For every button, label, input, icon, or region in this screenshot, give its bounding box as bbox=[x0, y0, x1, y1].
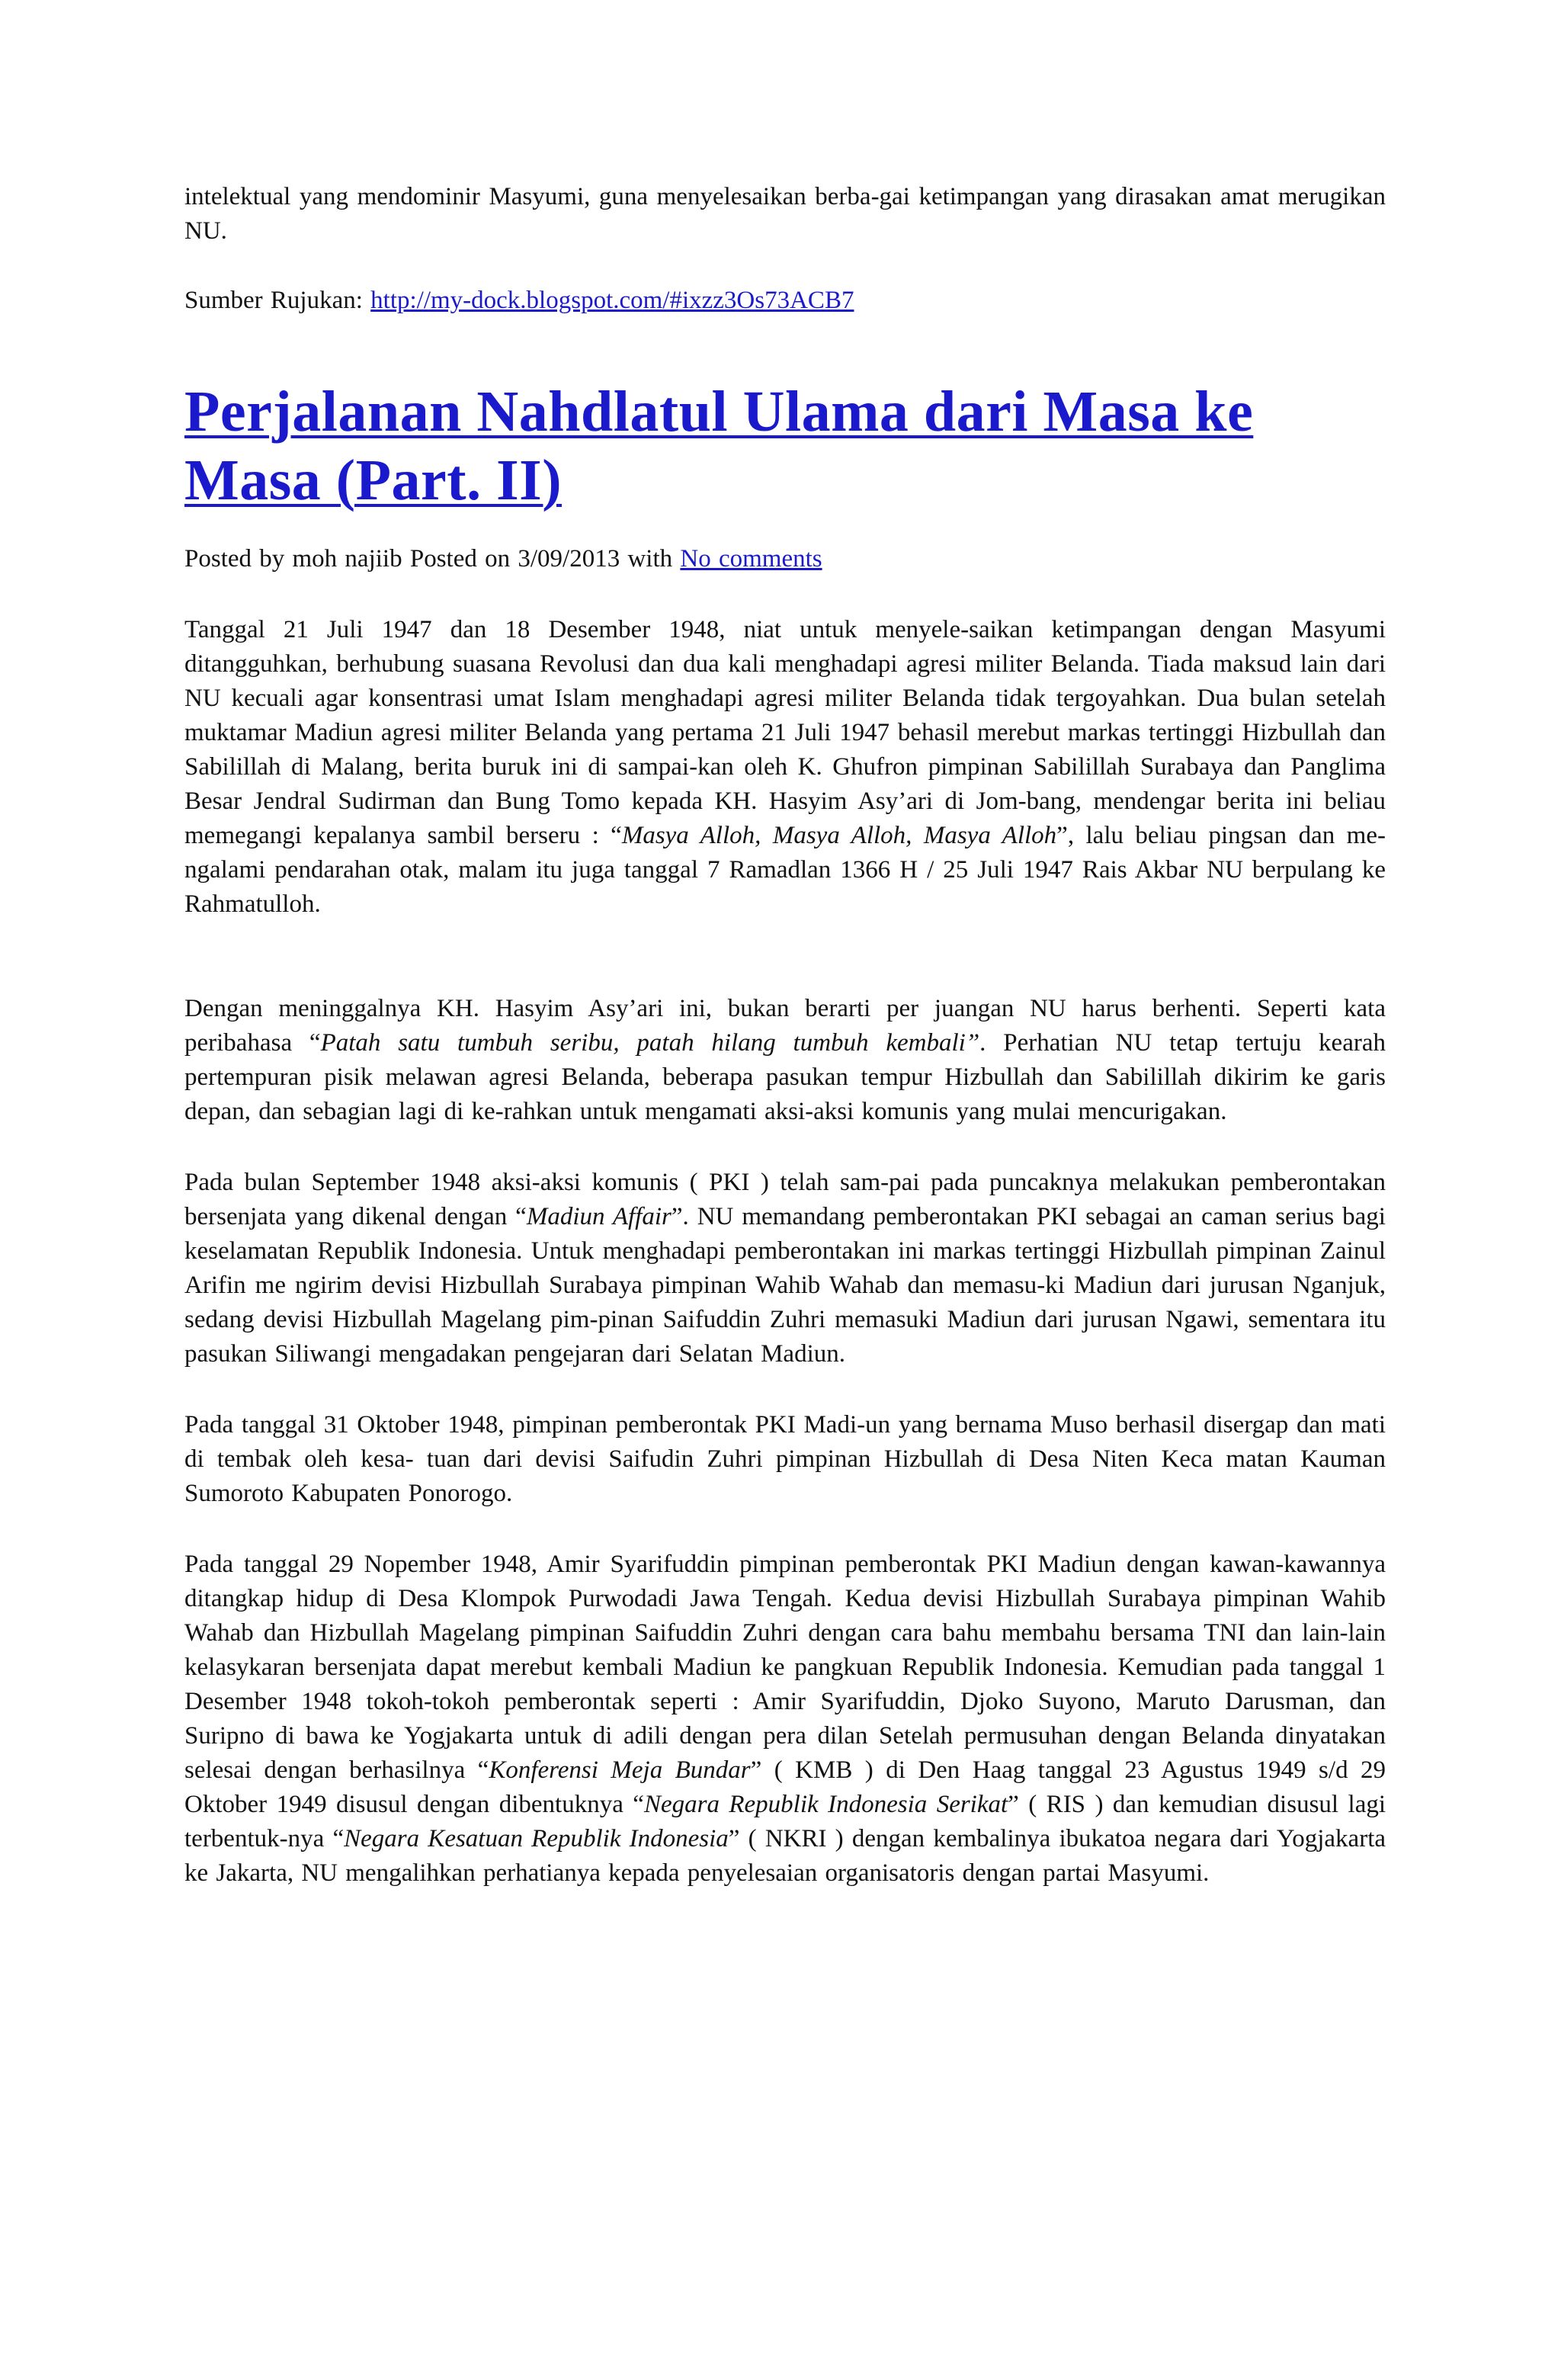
paragraph-5 bbox=[184, 1548, 1386, 1891]
posted-on: Posted on 3/09/2013 with bbox=[409, 545, 673, 573]
paragraph-1 bbox=[184, 613, 1386, 922]
paragraph-2-italic: Patah satu tumbuh seribu, patah hilang tumbuh kembali” bbox=[320, 1029, 980, 1057]
paragraph-4: Pada tanggal 31 Oktober 1948, pimpinan pemberontak PKI Madi-un yang bernama Muso berhasil disergap dan mati di tembak oleh kesa- tuan dari devisi Saifudin Zuhri pimpinan Hizbullah di Desa Niten Keca matan Kauman Sumoroto Kabupaten Ponorogo. bbox=[184, 1411, 1386, 1507]
source-reference bbox=[184, 284, 1386, 318]
paragraph-5-italic-1: Konferensi Meja Bundar bbox=[489, 1756, 751, 1784]
paragraph-1-text-b: ”, lalu beliau pingsan dan me-ngalami pendarahan otak, malam itu juga tanggal 7 Ramadlan 1366 H / 25 Juli 1947 Rais Akbar NU berpulang ke Rahmatulloh. bbox=[184, 822, 1386, 918]
paragraph-5-italic-3: Negara Kesatuan Republik Indonesia bbox=[344, 1825, 729, 1852]
paragraph-5-text-a: Pada tanggal 29 Nopember 1948, Amir Syarifuddin pimpinan pemberontak PKI Madiun dengan kawan-kawannya ditangkap hidup di Desa Klompok Purwodadi Jawa Tengah. Kedua devisi Hizbullah Surabaya pimpinan Wahib Wahab dan Hizbullah Magelang pimpinan Saifuddin Zuhri dengan cara bahu membahu bersama TNI dan lain-lain kelasykaran bersenjata dapat merebut kembali Madiun ke pangkuan Republik Indonesia. Kemudian pada tanggal 1 Desember 1948 tokoh-tokoh pemberontak seperti : Amir Syarifuddin, Djoko Suyono, Maruto Darusman, dan Suripno di bawa ke Yogjakarta untuk di adili dengan pera dilan Setelah permusuhan dengan Belanda dinyatakan selesai dengan berhasilnya “ bbox=[184, 1551, 1386, 1784]
posted-by: Posted by moh najiib bbox=[184, 545, 402, 573]
article-title[interactable]: Perjalanan Nahdlatul Ulama dari Masa ke Masa (Part. II) bbox=[184, 380, 1254, 512]
source-label: Sumber Rujukan: bbox=[184, 287, 363, 314]
paragraph-5-text-c: ” ( RIS ) dan kemudian disusul lagi terbentuk-nya “ bbox=[184, 1791, 1386, 1852]
paragraph-3-text-a: Pada bulan September 1948 aksi-aksi komunis ( PKI ) telah sam-pai pada puncaknya melakukan pemberontakan bersenjata yang dikenal dengan “ bbox=[184, 1169, 1386, 1230]
paragraph-1-text-a: Tanggal 21 Juli 1947 dan 18 Desember 1948, niat untuk menyele-saikan ketimpangan dengan Masyumi ditangguhkan, berhubung suasana Revolusi dan dua kali menghadapi agresi militer Belanda. Tiada maksud lain dari NU kecuali agar konsentrasi umat Islam menghadapi agresi militer Belanda tidak tergoyahkan. Dua bulan setelah muktamar Madiun agresi militer Belanda yang pertama 21 Juli 1947 behasil merebut markas tertinggi Hizbullah dan Sabilillah di Malang, berita buruk ini di sampai-kan oleh K. Ghufron pimpinan Sabilillah Surabaya dan Panglima Besar Jendral Sudirman dan Bung Tomo kepada KH. Hasyim Asy’ari di Jom-bang, mendengar berita ini beliau memegangi kepalanya sambil berseru : “ bbox=[184, 616, 1386, 849]
intro-paragraph: intelektual yang mendominir Masyumi, guna menyelesaikan berba-gai ketimpangan yang dirasakan amat merugikan NU. bbox=[184, 183, 1386, 245]
paragraph-5-italic-2: Negara Republik Indonesia Serikat bbox=[643, 1791, 1008, 1818]
paragraph-2 bbox=[184, 992, 1386, 1129]
paragraph-3-text-b: ”. NU memandang pemberontakan PKI sebagai an caman serius bagi keselamatan Republik Indonesia. Untuk menghadapi pemberontakan ini markas tertinggi Hizbullah pimpinan Zainul Arifin me ngirim devisi Hizbullah Surabaya pimpinan Wahib Wahab dan memasu-ki Madiun dari jurusan Nganjuk, sedang devisi Hizbullah Magelang pim-pinan Saifuddin Zuhri memasuki Madiun dari jurusan Ngawi, sementara itu pasukan Siliwangi mengadakan pengejaran dari Selatan Madiun. bbox=[184, 1203, 1386, 1368]
comments-link[interactable]: No comments bbox=[680, 545, 822, 573]
paragraph-3-italic: Madiun Affair bbox=[526, 1203, 672, 1230]
paragraph-1-italic: Masya Alloh, Masya Alloh, Masya Alloh bbox=[621, 822, 1057, 849]
paragraph-2-text-b: . Perhatian NU tetap tertuju kearah pertempuran pisik melawan agresi Belanda, beberapa pasukan tempur Hizbullah dan Sabilillah dikirim ke garis depan, dan sebagian lagi di ke-rahkan untuk mengamati aksi-aksi komunis yang mulai mencurigakan. bbox=[184, 1029, 1386, 1125]
paragraph-3 bbox=[184, 1166, 1386, 1371]
document-page bbox=[184, 180, 1386, 1891]
paragraph-5-text-d: ” ( NKRI ) dengan kembalinya ibukatoa negara dari Yogjakarta ke Jakarta, NU mengalihkan perhatianya kepada penyelesaian organisatoris dengan partai Masyumi. bbox=[184, 1825, 1386, 1887]
paragraph-2-text-a: Dengan meninggalnya KH. Hasyim Asy’ari ini, bukan berarti per juangan NU harus berhenti. Seperti kata peribahasa “ bbox=[184, 995, 1386, 1057]
post-meta bbox=[184, 542, 1386, 576]
source-link[interactable]: http://my-dock.blogspot.com/#ixzz3Os73ACB7 bbox=[370, 287, 854, 314]
paragraph-5-text-b: ” ( KMB ) di Den Haag tanggal 23 Agustus 1949 s/d 29 Oktober 1949 disusul dengan dibentuknya “ bbox=[184, 1756, 1386, 1818]
